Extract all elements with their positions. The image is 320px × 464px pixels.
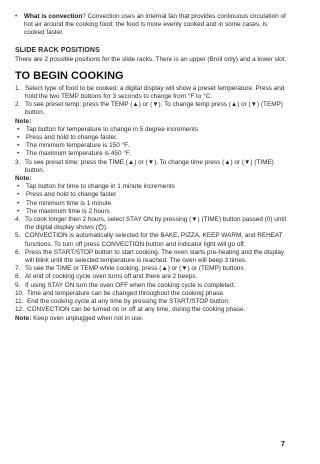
- step-1: [15, 85, 287, 101]
- step-3: 3. To see preset time: press the TIME (▲) or (▼). To change time press (▲) or (▼) (TIME) button.: [15, 158, 274, 174]
- step-7: [15, 265, 287, 273]
- bullet: •: [17, 199, 20, 207]
- step-text: Time and temperature can be changed throughout the cooking phase.: [27, 289, 225, 297]
- step-number: 10.: [15, 289, 24, 297]
- steps-a: [15, 85, 287, 118]
- manual-page: [15, 13, 287, 323]
- step-text: CONVECTION can be turned on or off at any time, during the cooking phase.: [27, 306, 246, 314]
- step-text: Press the START/STOP button to start cooking. The oven starts pre-heating and the display will blink until the selected temperature is reached. The oven will beep 3 times.: [25, 248, 285, 265]
- note-bullet-text: Press and hold to change faster: [26, 191, 117, 199]
- step-number: 9.: [15, 281, 21, 289]
- step-number: 6.: [15, 248, 21, 256]
- bullet: •: [15, 13, 18, 20]
- note-label: Note:: [15, 175, 32, 183]
- step-8: [15, 273, 287, 281]
- note-label: Note:: [15, 117, 32, 125]
- note-bullet-text: Tap button for temperature to change in 5 degree increments: [26, 125, 198, 133]
- note-bullet-item: [15, 126, 287, 134]
- step-4: 4. To cook longer then 2 hours, select STAY ON by pressing (▼) (TIME) button passed (0) until the digital display shows ( ).: [15, 216, 286, 232]
- step-9: [15, 282, 287, 290]
- step-text: To see preset temp: press the TEMP (▲) or (▼). To change temp press (▲) or (▼) (TEMP) button.: [25, 101, 283, 117]
- steps-b: [15, 232, 287, 314]
- slide-rack-heading: SLIDE RACK POSITIONS: [15, 46, 100, 54]
- bullet: •: [17, 191, 20, 199]
- step-number: 2.: [15, 101, 21, 109]
- note-bullet-text: The minimum time is 1 minute: [26, 199, 112, 207]
- step-10: [15, 290, 287, 298]
- note-bullet-item: [15, 208, 287, 216]
- bullet: •: [17, 125, 20, 133]
- step-text: End the cooking cycle at any time by pressing the START/STOP button.: [27, 298, 230, 306]
- note-bullet-item: [15, 191, 287, 199]
- step-text: To see the TIME or TEMP while cooking, press (▲) or (▼) or (TEMP) buttons: [25, 265, 244, 273]
- bullet: •: [17, 207, 20, 215]
- step-number: 7.: [15, 265, 21, 273]
- step-11: [15, 298, 287, 306]
- note-bullet-text: The maximum temperature is 450 °F.: [26, 150, 131, 158]
- step-text: CONVECTION is automatically selected for the BAKE, PIZZA, KEEP WARM, and REHEAT functions. To turn off press CONVECTION button and indicator light will go off.: [25, 232, 283, 248]
- note-bullet-item: [15, 200, 287, 208]
- note2-list: [15, 183, 287, 216]
- bullet: •: [17, 183, 20, 191]
- bullet: •: [17, 134, 20, 142]
- step-text: Select type of food to be cooked: a digital display will show a preset temperature. Press and hold the two TEMP buttons for 3 seconds to change from °F to °C.: [25, 84, 285, 101]
- step-number: 11.: [15, 298, 24, 306]
- step-12: [15, 306, 287, 314]
- to-begin-heading: TO BEGIN COOKING: [15, 69, 124, 82]
- slide-rack-text: There are 2 possible positions for the slide racks. There is an upper (Broil only) and a lower slot.: [15, 55, 287, 63]
- note-bullet-item: [15, 150, 287, 158]
- note-bullet-item: [15, 134, 287, 142]
- page-number: 7: [281, 441, 285, 448]
- step-2: [15, 101, 287, 117]
- note-bullet-text: Press and hold to change faster.: [26, 134, 118, 142]
- convection-text: ? Convection uses an internal fan that provides continuous circulation of hot air around the cooking food; the food is more evenly cooked and in some cases, is cooked faster.: [24, 13, 286, 37]
- bullet: •: [17, 142, 20, 150]
- step-6: [15, 249, 287, 265]
- step-text: At end of cooking cycle oven turns off and there are 2 beeps.: [25, 273, 198, 281]
- convection-term: What is convection: [24, 13, 83, 20]
- step-number: 1.: [15, 84, 21, 92]
- step-number: 12.: [15, 306, 24, 314]
- bullet: •: [17, 150, 20, 158]
- note-bullet-text: The maximum time is 2 hours: [26, 207, 110, 215]
- step-5: [15, 232, 287, 248]
- step-number: 8.: [15, 273, 21, 281]
- convection-intro: [15, 13, 287, 38]
- note-bullet-text: Tap button for time to change in 1 minute increments: [26, 183, 175, 191]
- step-text: If using STAY ON turn the oven OFF when the cooking cycle is completed.: [25, 281, 236, 289]
- note1-list: [15, 126, 287, 159]
- note-bullet-text: The minimum temperature is 150 °F.: [26, 142, 130, 150]
- step-number: 5.: [15, 232, 21, 240]
- note-bullet-item: [15, 183, 287, 191]
- final-note: Note: Keep oven unplugged when not in use.: [15, 314, 144, 322]
